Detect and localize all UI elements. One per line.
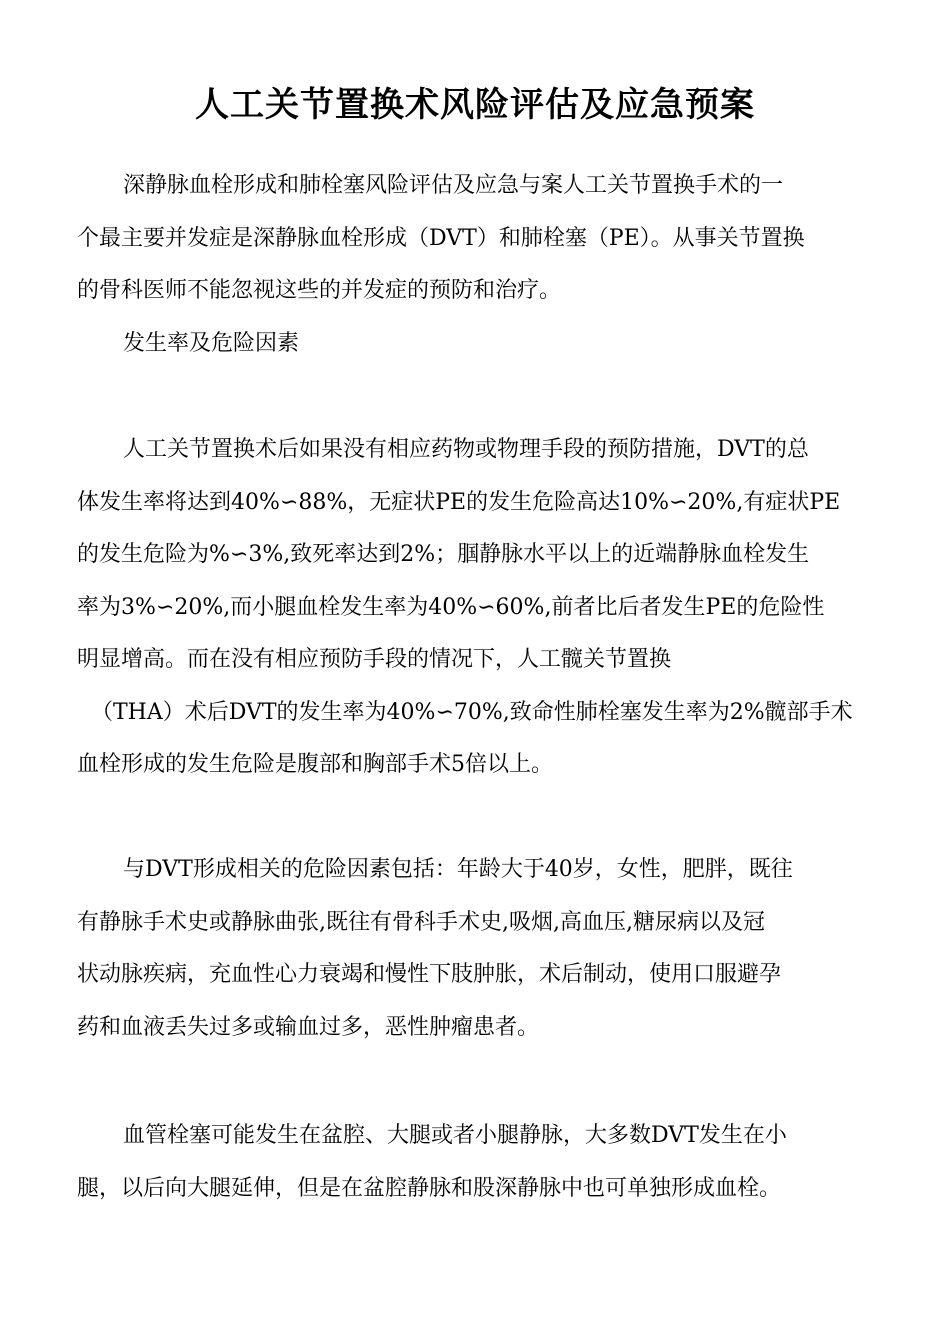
paragraph-line: 有静脉手术史或静脉曲张,既往有骨科手术史,吸烟,高血压,糖尿病以及冠: [77, 909, 765, 935]
paragraph-line: 腿，以后向大腿延伸，但是在盆腔静脉和股深静脉中也可单独形成血栓。: [77, 1175, 782, 1201]
paragraph-line: 的骨科医师不能忽视这些的并发症的预防和治疗。: [77, 278, 562, 303]
paragraph-line: 状动脉疾病，充血性心力衰竭和慢性下肢肿胀，术后制动，使用口服避孕: [77, 962, 782, 987]
section-heading-text: 发生率及危险因素: [123, 331, 300, 356]
paragraph-line: 血栓形成的发生危险是腹部和胸部手术5倍以上。: [77, 752, 553, 777]
document-title: 人工关节置换术风险评估及应急预案: [195, 85, 755, 125]
paragraph-line: 的发生危险为%∽3%,致死率达到2%；腘静脉水平以上的近端静脉血栓发生: [77, 542, 810, 567]
paragraph-line: 药和血液丢失过多或输血过多，恶性肿瘤患者。: [77, 1014, 540, 1040]
paragraph-line: 个最主要并发症是深静脉血栓形成（DVT）和肺栓塞（PE）。从事关节置换: [77, 225, 805, 251]
paragraph-line: （THA）术后DVT的发生率为40%∽70%,致命性肺栓塞发生率为2%髋部手术: [91, 699, 853, 725]
paragraph-intro: [77, 160, 867, 318]
section-heading: [77, 318, 867, 371]
paragraph-line: 深静脉血栓形成和肺栓塞风险评估及应急与案人工关节置换手术的一: [123, 173, 784, 198]
paragraph-line: 人工关节置换术后如果没有相应药物或物理手段的预防措施，DVT的总: [123, 437, 809, 462]
paragraph-line: 明显增高。而在没有相应预防手段的情况下，人工髋关节置换: [77, 647, 672, 672]
paragraph-line: 血管栓塞可能发生在盆腔、大腿或者小腿静脉，大多数DVT发生在小: [123, 1123, 787, 1148]
paragraph-line: 与DVT形成相关的危险因素包括：年龄大于40岁，女性，肥胖，既往: [123, 857, 793, 882]
paragraph-line: 率为3%∽20%,而小腿血栓发生率为40%∽60%,前者比后者发生PE的危险性: [77, 594, 825, 620]
paragraph-thrombosis-sites: [77, 1110, 867, 1215]
paragraph-line: 体发生率将达到40%∽88%，无症状PE的发生危险高达10%∽20%,有症状PE: [77, 489, 841, 515]
paragraph-risk-factors: [77, 844, 867, 1054]
paragraph-incidence: [77, 424, 867, 792]
